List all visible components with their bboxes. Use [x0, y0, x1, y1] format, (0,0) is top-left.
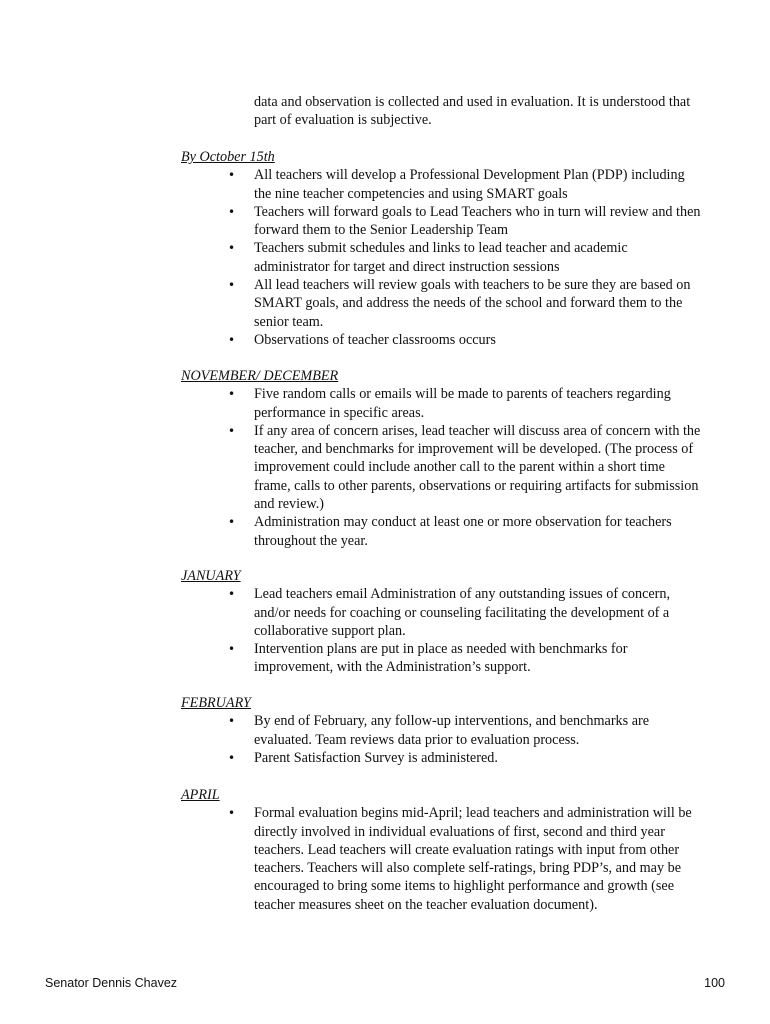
bullet-list [181, 385, 701, 550]
list-item: • Five random calls or emails will be made to parents of teachers regarding performance in specific areas. [181, 385, 701, 422]
intro-paragraph: data and observation is collected and used in evaluation. It is understood that part of evaluation is subjective. [254, 94, 691, 129]
bullet-list [181, 804, 701, 914]
list-item: • Formal evaluation begins mid-April; lead teachers and administration will be directly involved in individual evaluations of first, second and third year teachers. Lead teachers will create evaluation ratings with input from other teachers. Teachers will also complete self-ratings, bring PDP’s, and may be encouraged to bring some items to highlight performance and growth (see teacher measures sheet on the teacher evaluation document). [181, 804, 701, 914]
list-item: • Administration may conduct at least one or more observation for teachers throughout the year. [181, 513, 701, 550]
list-item: • If any area of concern arises, lead teacher will discuss area of concern with the teacher, and benchmarks for improvement will be developed. (The process of improvement could include another call to the parent within a short time frame, calls to other parents, observations or requiring artifacts for submission and review.) [181, 422, 701, 513]
list-item: • Teachers will forward goals to Lead Teachers who in turn will review and then forward them to the Senior Leadership Team [181, 203, 701, 240]
list-item: • Lead teachers email Administration of any outstanding issues of concern, and/or needs for coaching or counseling facilitating the development of a collaborative support plan. [181, 585, 701, 640]
list-item: • Teachers submit schedules and links to lead teacher and academic administrator for target and direct instruction sessions [181, 239, 701, 276]
section-heading: APRIL [181, 787, 220, 803]
bullet-list [181, 712, 701, 767]
section-heading: NOVEMBER/ DECEMBER [181, 368, 339, 384]
section-heading: By October 15th [181, 149, 275, 165]
section-heading: FEBRUARY [181, 695, 251, 711]
list-item: • By end of February, any follow-up interventions, and benchmarks are evaluated. Team reviews data prior to evaluation process. [181, 712, 701, 749]
bullet-list [181, 166, 701, 349]
section-november-december [181, 367, 701, 550]
footer-school-name: Senator Dennis Chavez [45, 976, 178, 990]
list-item: • Observations of teacher classrooms occurs [181, 331, 701, 349]
section-april [181, 786, 701, 914]
section-january [181, 567, 701, 677]
list-item: • All lead teachers will review goals with teachers to be sure they are based on SMART goals, and address the needs of the school and forward them to the senior team. [181, 276, 701, 331]
bullet-list [181, 585, 701, 676]
footer-page-number: 100 [704, 976, 725, 990]
list-item: • Intervention plans are put in place as needed with benchmarks for improvement, with the Administration’s support. [181, 640, 701, 677]
section-february [181, 694, 701, 767]
section-october [181, 148, 701, 349]
list-item: • All teachers will develop a Professional Development Plan (PDP) including the nine teacher competencies and using SMART goals [181, 166, 701, 203]
list-item: • Parent Satisfaction Survey is administered. [181, 749, 701, 767]
section-heading: JANUARY [181, 568, 241, 584]
